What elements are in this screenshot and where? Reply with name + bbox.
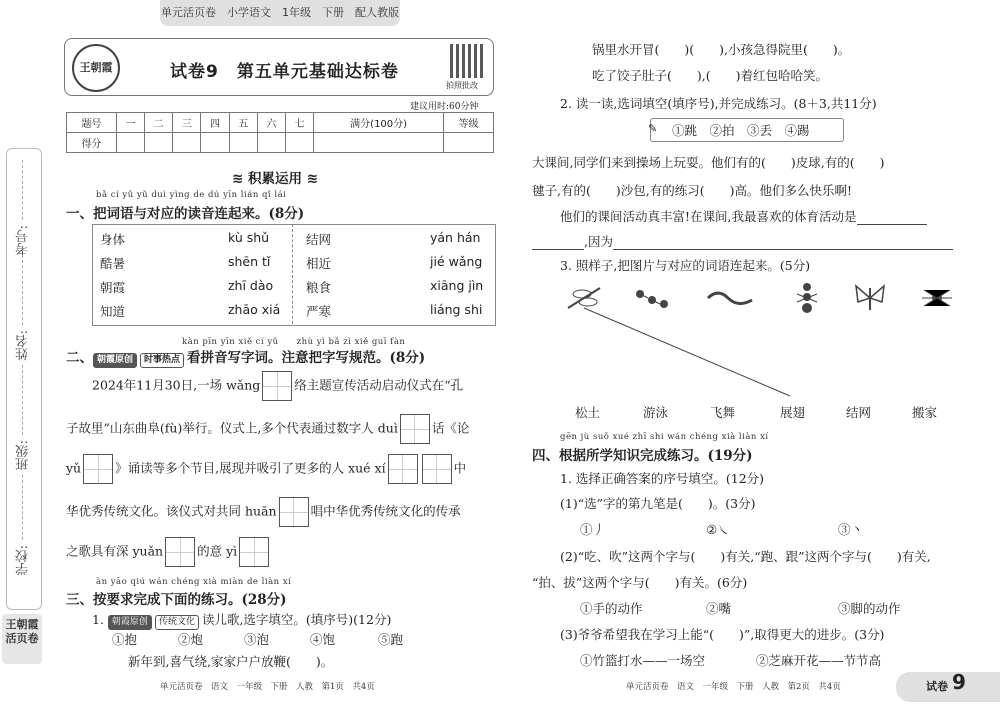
q2-text: 子故里”山东曲阜(fù)举行。仪式上,多个代表通过数字人 duì xyxy=(66,420,398,436)
q3-title: 三、按要求完成下面的练习。(28分) xyxy=(66,592,287,608)
section-title-text: 积累运用 xyxy=(248,171,303,187)
score-header: 七 xyxy=(286,113,314,133)
q2-line4 xyxy=(66,497,461,527)
passage-text: ,因为 xyxy=(584,234,613,249)
match-pinyin: xiāng jìn xyxy=(430,278,484,293)
writing-box[interactable] xyxy=(279,497,309,527)
match-pinyin: kù shǔ xyxy=(228,230,270,245)
name-label: 姓名: xyxy=(16,330,31,361)
q4-option: ③脚的动作 xyxy=(838,601,901,616)
q4-1b-cont: “拍、拔”这两个字与( )有关。(6分) xyxy=(532,575,748,590)
score-cell[interactable] xyxy=(116,133,144,153)
match-pinyin: jié wǎng xyxy=(430,254,483,269)
writing-box[interactable] xyxy=(422,454,452,484)
footer-left: 单元活页卷 语文 一年级 下册 人教 第1页 共4页 xyxy=(160,682,375,692)
match-word: 酷暑 xyxy=(100,256,126,271)
q1-title: 一、把词语与对应的读音连起来。(8分) xyxy=(66,206,305,222)
q2-line3 xyxy=(66,454,466,484)
original-tag: 朝霞原创 xyxy=(93,353,137,368)
passage-line: 大课间,同学们来到操场上玩耍。他们有的( )皮球,有的( ) xyxy=(532,155,885,170)
spider-icon[interactable] xyxy=(922,284,952,312)
stroke-option: ③丶 xyxy=(838,522,864,537)
passage-text: 他们的课间活动真丰富!在课间,我最喜欢的体育活动是 xyxy=(560,209,857,224)
q1-pinyin: bǎ cí yǔ yǔ duì yìng de dú yīn lián qǐ lái xyxy=(96,190,287,200)
exam-number-label: 考号: xyxy=(16,225,31,256)
rhyme-line: 吃了饺子肚子( ),( )着红包哈哈笑。 xyxy=(592,68,828,83)
q3-2-title: 2. 读一读,选词填空(填序号),并完成练习。(8＋3,共11分) xyxy=(560,96,877,111)
name-line xyxy=(22,255,24,325)
match-word: 身体 xyxy=(100,232,126,247)
q4-1-title: 1. 选择正确答案的序号填空。(12分) xyxy=(560,471,765,486)
score-cell[interactable] xyxy=(229,133,257,153)
writing-box[interactable] xyxy=(400,414,430,444)
match-word: 搬家 xyxy=(912,405,938,420)
q2-title: 看拼音写字词。注意把字写规范。(8分) xyxy=(187,350,426,366)
q3-option: ①抱 xyxy=(112,632,138,647)
q2-text: 》诵读等多个节目,展现并吸引了更多的人 xué xí xyxy=(115,460,386,476)
stroke-option: ①丿 xyxy=(580,522,606,537)
class-label: 班级: xyxy=(16,440,31,471)
match-word: 结网 xyxy=(846,405,872,420)
q4-1a: (1)“选”字的第九笔是( )。(3分) xyxy=(560,496,756,511)
q1-divider xyxy=(292,224,294,324)
passage-line xyxy=(532,232,953,250)
example-connector-line xyxy=(580,300,800,400)
passage-line xyxy=(560,207,927,225)
match-word: 游泳 xyxy=(643,405,669,420)
score-cell[interactable] xyxy=(201,133,229,153)
qr-code-icon[interactable] xyxy=(450,44,484,78)
match-word: 严寒 xyxy=(306,304,332,319)
score-header: 题号 xyxy=(67,113,117,133)
q4-title: 四、根据所学知识完成练习。(19分) xyxy=(532,448,753,464)
score-header: 等级 xyxy=(444,113,494,133)
score-cell[interactable] xyxy=(314,133,444,153)
match-pinyin: yán hán xyxy=(430,230,481,245)
butterfly-icon[interactable] xyxy=(852,282,888,314)
answer-line[interactable] xyxy=(857,211,927,225)
time-hint: 建议用时:60分钟 xyxy=(410,102,479,112)
pencil-icon: ✎ xyxy=(648,122,658,135)
answer-line[interactable] xyxy=(613,236,953,250)
match-word: 粮食 xyxy=(306,280,332,295)
q2-text: 华优秀传统文化。该仪式对共同 huān xyxy=(66,503,277,519)
q4-option: ①手的动作 xyxy=(580,601,643,616)
section-title: ≋ 积累运用 ≋ xyxy=(232,171,319,187)
passage-line: 毽子,有的( )沙包,有的练习( )高。他们多么快乐啊! xyxy=(532,183,852,198)
score-cell[interactable] xyxy=(444,133,494,153)
score-row-label: 得分 xyxy=(67,133,117,153)
page-tab xyxy=(896,672,1000,702)
match-pinyin: zhī dào xyxy=(228,278,274,293)
score-table xyxy=(66,112,494,153)
match-pinyin: shēn tǐ xyxy=(228,254,271,269)
writing-box[interactable] xyxy=(165,537,195,567)
q3-sub1 xyxy=(92,610,391,630)
stroke-option: ②㇏ xyxy=(706,522,730,537)
choice-list: ①跳 ②拍 ③丢 ④踢 xyxy=(672,123,810,138)
score-cell[interactable] xyxy=(286,133,314,153)
q2-text: 中 xyxy=(453,460,467,476)
match-word: 相近 xyxy=(306,256,332,271)
q3-rhyme-line: 新年到,喜气绕,家家户户放鞭( )。 xyxy=(128,654,334,669)
q2-prefix: 二、 xyxy=(66,350,93,366)
q2-text: 话《论 xyxy=(431,420,470,436)
q2-text: 唱中华优秀传统文化的传承 xyxy=(310,503,461,519)
match-word: 朝霞 xyxy=(100,280,126,295)
q2-line1 xyxy=(92,371,463,401)
qr-caption: 拍照批改 xyxy=(446,81,478,90)
rhyme-line: 锅里水开冒( )( ),小孩急得院里( )。 xyxy=(592,42,851,57)
score-header: 二 xyxy=(145,113,173,133)
match-pinyin: liáng shi xyxy=(430,302,483,317)
match-pinyin: zhāo xiá xyxy=(228,302,281,317)
q2-line5 xyxy=(66,537,271,567)
q4-option: ①竹篮打水——一场空 xyxy=(580,653,706,668)
logo-text-1: 王朝霞 xyxy=(5,618,39,631)
writing-box[interactable] xyxy=(388,454,418,484)
match-word: 知道 xyxy=(100,304,126,319)
q3-3-title: 3. 照样子,把图片与对应的词语连起来。(5分) xyxy=(560,258,811,273)
q4-option: ②芝麻开花——节节高 xyxy=(756,653,882,668)
exam-number-line xyxy=(22,160,24,220)
q4-1b: (2)“吃、吹”这两个字与( )有关,“跑、跟”这两个字与( )有关, xyxy=(560,549,931,564)
writing-box[interactable] xyxy=(83,454,113,484)
score-header: 三 xyxy=(173,113,201,133)
q2-text: 络主题宣传活动启动仪式在“孔 xyxy=(294,377,464,393)
topic-tag: 时事热点 xyxy=(140,353,184,368)
series-tab: 单元活页卷 小学语文 1年级 下册 配人教版 xyxy=(160,0,400,26)
match-word: 松土 xyxy=(575,405,601,420)
match-word: 飞舞 xyxy=(710,405,736,420)
score-header-row xyxy=(67,113,494,133)
writing-box[interactable] xyxy=(262,371,292,401)
paper-title: 试卷9 第五单元基础达标卷 xyxy=(170,62,399,82)
brand-logo xyxy=(2,614,42,664)
brand-emblem: 王朝霞 xyxy=(72,44,120,92)
match-word: 结网 xyxy=(306,232,332,247)
q3-option: ⑤跑 xyxy=(378,632,404,647)
q3-sub1-num: 1. xyxy=(92,612,104,627)
school-label: 学校: xyxy=(16,545,31,576)
score-cell[interactable] xyxy=(173,133,201,153)
school-line xyxy=(22,475,24,540)
score-cell[interactable] xyxy=(145,133,173,153)
class-line xyxy=(22,365,24,435)
student-info-box xyxy=(6,148,42,610)
q2-pinyin: kàn pīn yīn xiě cí yǔ zhù yì bǎ zì xiě guī fàn xyxy=(182,337,406,347)
score-header: 六 xyxy=(257,113,285,133)
page-label: 试卷 xyxy=(926,680,948,693)
score-header: 满分(100分) xyxy=(314,113,444,133)
q2-text: 的意 yì xyxy=(197,543,238,559)
q4-1c: (3)爷爷希望我在学习上能“( )”,取得更大的进步。(3分) xyxy=(560,627,885,642)
score-header: 四 xyxy=(201,113,229,133)
score-header: 一 xyxy=(116,113,144,133)
q4-option: ②嘴 xyxy=(706,601,732,616)
q3-option: ③泡 xyxy=(244,632,270,647)
logo-text-2: 活页卷 xyxy=(5,632,39,645)
q2-text: 之歌具有深 yuǎn xyxy=(66,543,164,559)
match-word: 展翅 xyxy=(780,405,806,420)
score-cell[interactable] xyxy=(257,133,285,153)
footer-right: 单元活页卷 语文 一年级 下册 人教 第2页 共4页 xyxy=(626,682,841,692)
score-row xyxy=(67,133,494,153)
q2-text: yǔ xyxy=(66,460,82,476)
q3-option: ④饱 xyxy=(310,632,336,647)
q2-line2 xyxy=(66,414,469,444)
q4-pinyin: gēn jù suǒ xué zhī shi wán chéng xià liàn xí xyxy=(560,432,769,442)
original-tag: 朝霞原创 xyxy=(108,615,152,630)
score-header: 五 xyxy=(229,113,257,133)
q3-pinyin: àn yāo qiú wán chéng xià miàn de liàn xí xyxy=(96,577,292,587)
page-number: 9 xyxy=(952,670,966,694)
q2-text: 2024年11月30日,一场 wǎng xyxy=(92,377,261,393)
q2-title-row xyxy=(66,346,425,368)
answer-line[interactable] xyxy=(532,236,584,250)
q3-option: ②炮 xyxy=(178,632,204,647)
topic-tag: 传统文化 xyxy=(155,615,199,630)
writing-box[interactable] xyxy=(239,537,269,567)
q3-sub1-title: 读儿歌,选字填空。(填序号)(12分) xyxy=(201,612,392,627)
